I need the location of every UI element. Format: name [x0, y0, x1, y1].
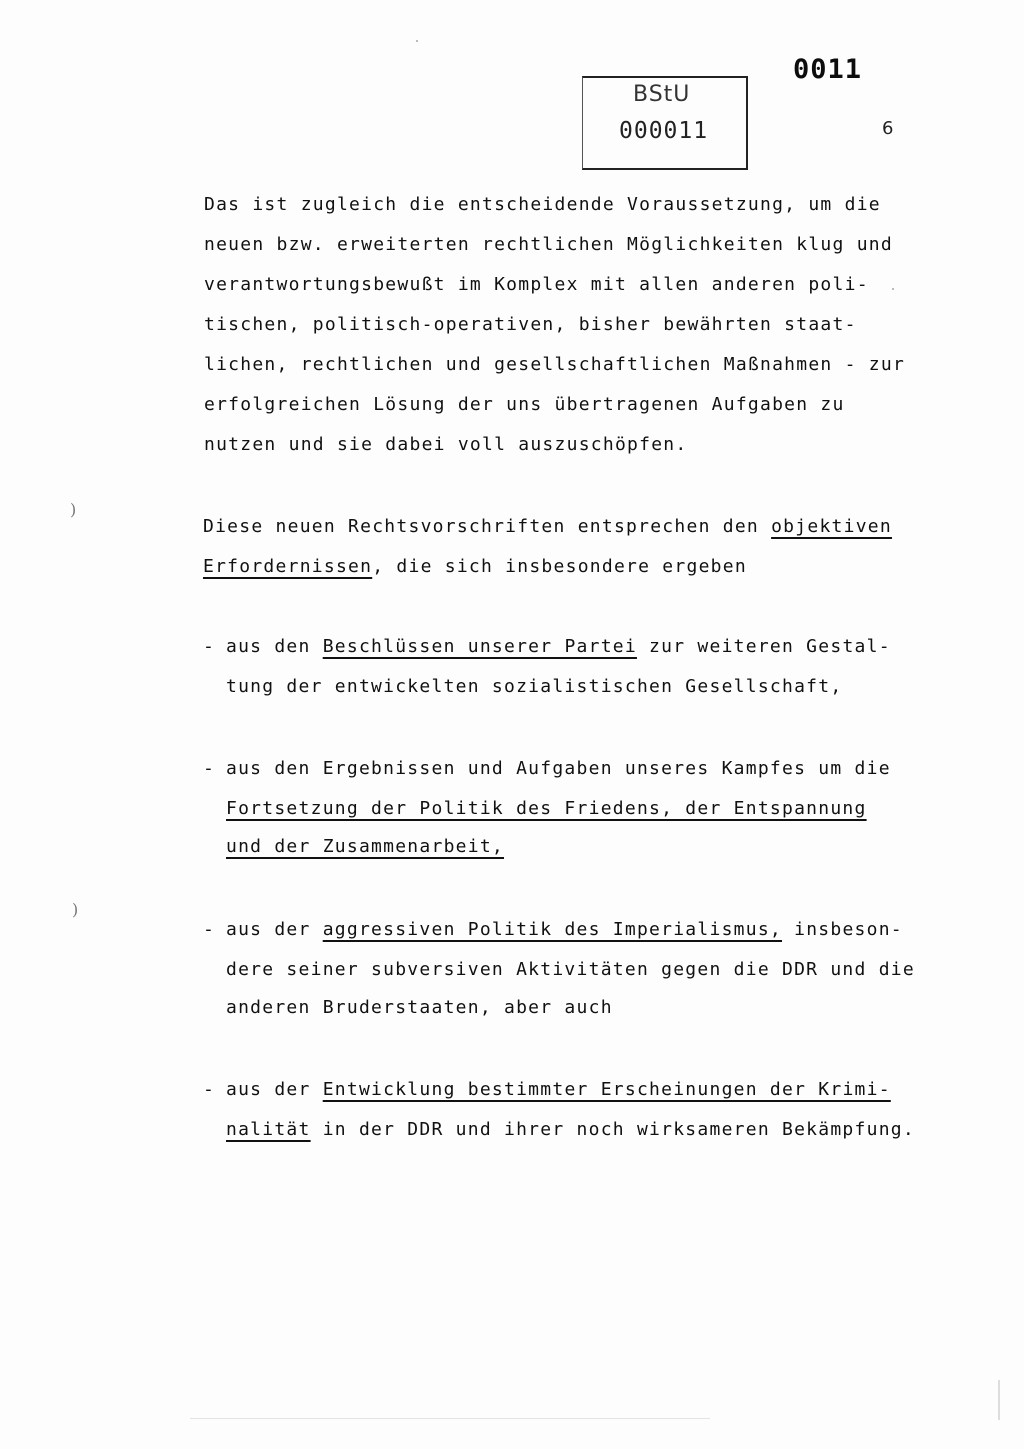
paragraph1-line: neuen bzw. erweiterten rechtlichen Möglichkeiten klug und [204, 234, 893, 255]
bullet-text: aus den [226, 636, 323, 657]
archive-number: 0011 [793, 54, 863, 85]
page-number: 6 [882, 118, 894, 139]
bullet-dash: - [203, 1079, 214, 1100]
bullet-dash: - [203, 919, 214, 940]
bullet4-line [226, 1119, 915, 1141]
bullet3-line: dere seiner subversiven Aktivitäten gegen die DDR und die [226, 959, 915, 980]
underlined-phrase: Entwicklung bestimmter Erscheinungen der Krimi- [322, 1079, 891, 1100]
bullet2-line [226, 836, 504, 858]
paragraph2-line [203, 516, 892, 538]
bullet4-line [226, 1079, 891, 1101]
bstu-stamp [582, 76, 748, 170]
paragraph2-line [203, 556, 747, 578]
bullet3-line: anderen Bruderstaaten, aber auch [226, 997, 613, 1018]
bullet-text: aus der [226, 1079, 323, 1100]
stamp-number: 000011 [619, 118, 709, 144]
paragraph1-line: nutzen und sie dabei voll auszuschöpfen. [204, 434, 688, 455]
stamp-title: BStU [633, 82, 691, 107]
paragraph1-line: verantwortungsbewußt im Komplex mit allen anderen poli- [204, 274, 869, 295]
underlined-phrase: Fortsetzung der Politik des Friedens, der Entspannung [226, 798, 867, 819]
scan-speck [190, 1418, 710, 1419]
scan-speck [892, 288, 894, 290]
bullet2-line: aus den Ergebnissen und Aufgaben unseres Kampfes um die [226, 758, 891, 779]
paragraph1-line: lichen, rechtlichen und gesellschaftlichen Maßnahmen - zur [204, 354, 906, 375]
bullet-text: aus der [226, 919, 323, 940]
bullet-text: in der DDR und ihrer noch wirksameren Bekämpfung. [310, 1119, 915, 1140]
paragraph2-text: , die sich insbesondere ergeben [372, 556, 747, 577]
underlined-phrase: nalität [226, 1119, 311, 1140]
underlined-phrase: aggressiven Politik des Imperialismus, [322, 919, 783, 940]
paragraph2-text: Diese neuen Rechtsvorschriften entsprechen den [203, 516, 772, 537]
margin-mark: ) [70, 500, 77, 519]
underlined-phrase: Beschlüssen unserer Partei [322, 636, 637, 657]
bullet-dash: - [203, 636, 214, 657]
bullet1-line [226, 636, 891, 658]
scan-speck [998, 1380, 1000, 1420]
paragraph1-line: erfolgreichen Lösung der uns übertragenen Aufgaben zu [204, 394, 845, 415]
underlined-phrase: Erfordernissen [203, 556, 373, 577]
underlined-phrase: und der Zusammenarbeit, [226, 836, 504, 857]
bullet2-line [226, 798, 867, 820]
underlined-phrase: objektiven [771, 516, 892, 537]
scan-speck [416, 40, 418, 42]
bullet-text: insbeson- [782, 919, 903, 940]
bullet-dash: - [203, 758, 214, 779]
paragraph1-line: Das ist zugleich die entscheidende Voraussetzung, um die [204, 194, 881, 215]
margin-mark: ) [72, 900, 79, 919]
paragraph1-line: tischen, politisch-operativen, bisher bewährten staat- [204, 314, 857, 335]
bullet-text: zur weiteren Gestal- [636, 636, 891, 657]
bullet3-line [226, 919, 903, 941]
bullet1-line: tung der entwickelten sozialistischen Gesellschaft, [226, 676, 843, 697]
